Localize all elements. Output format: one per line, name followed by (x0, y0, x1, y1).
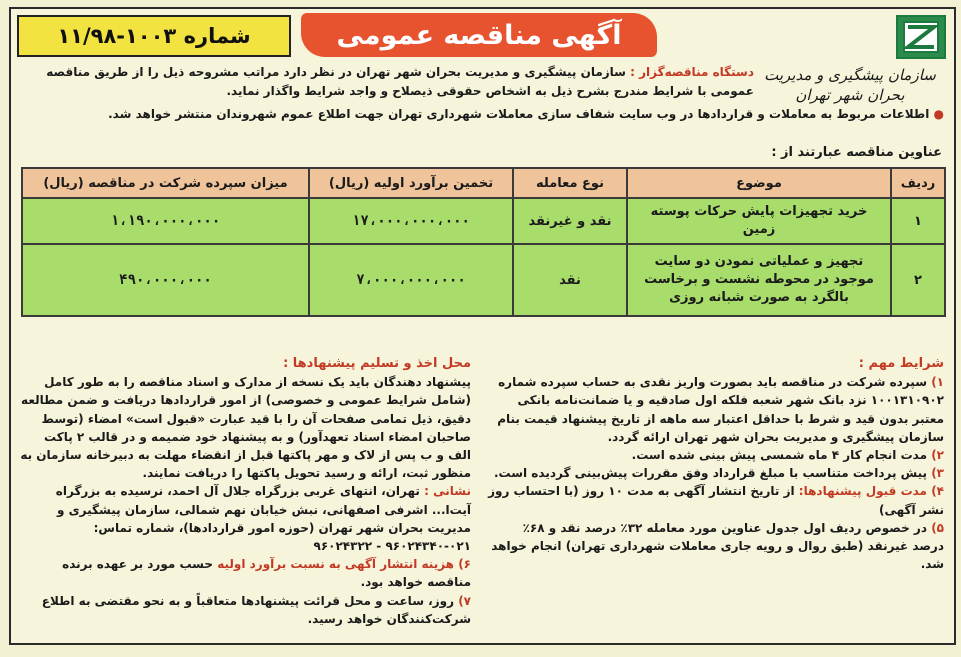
submission-text: پیشنهاد دهندگان باید یک نسخه از مدارک و اسناد مناقصه را به طور کامل (شامل شرایط عمومی و خصوصی) از امور قراردادها دریافت و ضمن مطالعه دقیق، ذیل تمامی صفحات آن را با قید عبارت «قبول است» امضاء (توسط صاحبان امضاء اسناد تعهدآور) و به پیشنهاد خود ضمیمه و در قالب ۲ پاکت الف و ب پس از لاک و مهر پاکتها قبل از انقضاء مهلت به دبیرخانه سازمان به منظور ثبت، ارائه و رسید تحویل پاکتها را دریافت نمایند. (20, 375, 471, 481)
tender-notice (9, 7, 956, 645)
condition-item: ۷) روز، ساعت و محل قرائت پیشنهادها متعاقباً و به نحو مقتضی به اطلاع شرکت‌کنندگان خواهد رسید. (41, 593, 471, 626)
organization-logo-icon (896, 15, 946, 59)
cell-row-number: ۱ (891, 198, 945, 244)
bullet-dot-icon: ● (933, 107, 944, 121)
submission-heading: محل اخذ و تسلیم پیشنهادها : (283, 356, 471, 371)
condition-item: ۵) در خصوص ردیف اول جدول عناوین مورد معامله ۳۲٪ درصد نقد و ۶۸٪ درصد غیرنقد (طبق روال و رویه جاری معاملات شهرداری تهران) انجام خواهد شد. (491, 520, 944, 572)
table-row (22, 244, 945, 316)
table-row (22, 198, 945, 244)
cell-transaction-type: نقد و غیرنقد (513, 198, 627, 244)
condition-item: ۳) پیش پرداخت متناسب با مبلغ قرارداد وفق مقررات پیش‌بینی گردیده است. (493, 466, 944, 481)
table-header-row (22, 168, 945, 198)
condition-item: ۴) مدت قبول پیشنهادها: از تاریخ انتشار آگهی به مدت ۱۰ روز (با احتساب روز نشر آگهی) (488, 484, 944, 517)
col-header-subject: موضوع (627, 168, 891, 198)
header-bar (17, 13, 657, 57)
cell-deposit: ۱،۱۹۰،۰۰۰،۰۰۰ (22, 198, 309, 244)
notice-number (17, 15, 291, 57)
cell-initial-estimate: ۱۷،۰۰۰،۰۰۰،۰۰۰ (309, 198, 513, 244)
condition-item: ۱) سپرده شرکت در مناقصه باید بصورت واریز نقدی به حساب سپرده شماره ۱۰۰۱۳۱۰۹۰۲ نزد بانک شهر شعبه فلکه اول صادقیه و یا ضمانت‌نامه بانکی معتبر بدون قید و شرط با حداقل اعتبار سه ماهه از تاریخ پیشنهاد قیمت بنام سازمان پیشگیری و مدیریت بحران شهر تهران ارائه گردد. (497, 375, 944, 444)
organization-name-logo-text: سازمان پیشگیری و مدیریت بحران شهر تهران (764, 66, 936, 104)
cell-row-number: ۲ (891, 244, 945, 316)
tender-items-table (21, 167, 946, 317)
important-conditions (488, 355, 944, 573)
organizer-name: سازمان پیشگیری و مدیریت بحران شهر تهران (356, 65, 626, 79)
cell-subject: تجهیز و عملیاتی نمودن دو سایت موجود در محوطه نشست و برخاست بالگرد به صورت شبانه روزی (627, 244, 891, 316)
condition-item: ۲) مدت انجام کار ۴ ماه شمسی پیش بینی شده است. (631, 448, 944, 463)
cell-deposit: ۴۹۰،۰۰۰،۰۰۰ (22, 244, 309, 316)
organizer-label: دستگاه مناقصه‌گزار : (630, 65, 754, 79)
submission-address: نشانی : تهران، انتهای غربی بزرگراه جلال آل احمد، نرسیده به بزرگراه آیت‌ا... اشرفی اصفهانی، نبش خیابان نهم شمالی، سازمان پیشگیری و مدیریت بحران شهر تهران (حوزه امور قراردادها)، شماره تماس: ۰۲۱-۹۶۰۲۴۳۴۰ - ۹۶۰۲۴۳۲۲ (55, 484, 471, 554)
cell-subject: خرید تجهیزات پایش حرکات پوسته زمین (627, 198, 891, 244)
cell-transaction-type: نقد (513, 244, 627, 316)
cell-initial-estimate: ۷،۰۰۰،۰۰۰،۰۰۰ (309, 244, 513, 316)
col-header-row-number: ردیف (891, 168, 945, 198)
bid-submission-section (19, 355, 471, 628)
bullet-text: اطلاعات مربوط به معاملات و قراردادها در وب سایت شفاف سازی معاملات شهرداری تهران جهت اطلاع عموم شهروندان منتشر خواهد شد. (108, 107, 930, 121)
notice-title: آگهی مناقصه عمومی (301, 13, 657, 57)
col-header-deposit: میزان سپرده شرکت در مناقصه (ریال) (22, 168, 309, 198)
info-bullet (34, 105, 944, 123)
col-header-initial-estimate: تخمین برآورد اولیه (ریال) (309, 168, 513, 198)
number-label: شماره (183, 24, 251, 48)
col-header-transaction-type: نوع معامله (513, 168, 627, 198)
condition-item: ۶) هزینه انتشار آگهی به نسبت برآورد اولیه حسب مورد بر عهده برنده مناقصه خواهد بود. (62, 557, 471, 590)
intro-paragraph (26, 63, 754, 101)
number-value: ۱۱/۹۸-۱۰۰۳ (57, 24, 177, 48)
intro-text: در نظر دارد مراتب مشروحه ذیل را از طریق مناقصه عمومی با شرایط مندرج بشرح ذیل به اشخاص حقوقی ذیصلاح و واجد شرایط واگذار نماید. (46, 65, 754, 98)
items-subtitle: عناوین مناقصه عبارتند از : (771, 145, 942, 160)
conditions-heading: شرایط مهم : (858, 356, 944, 371)
